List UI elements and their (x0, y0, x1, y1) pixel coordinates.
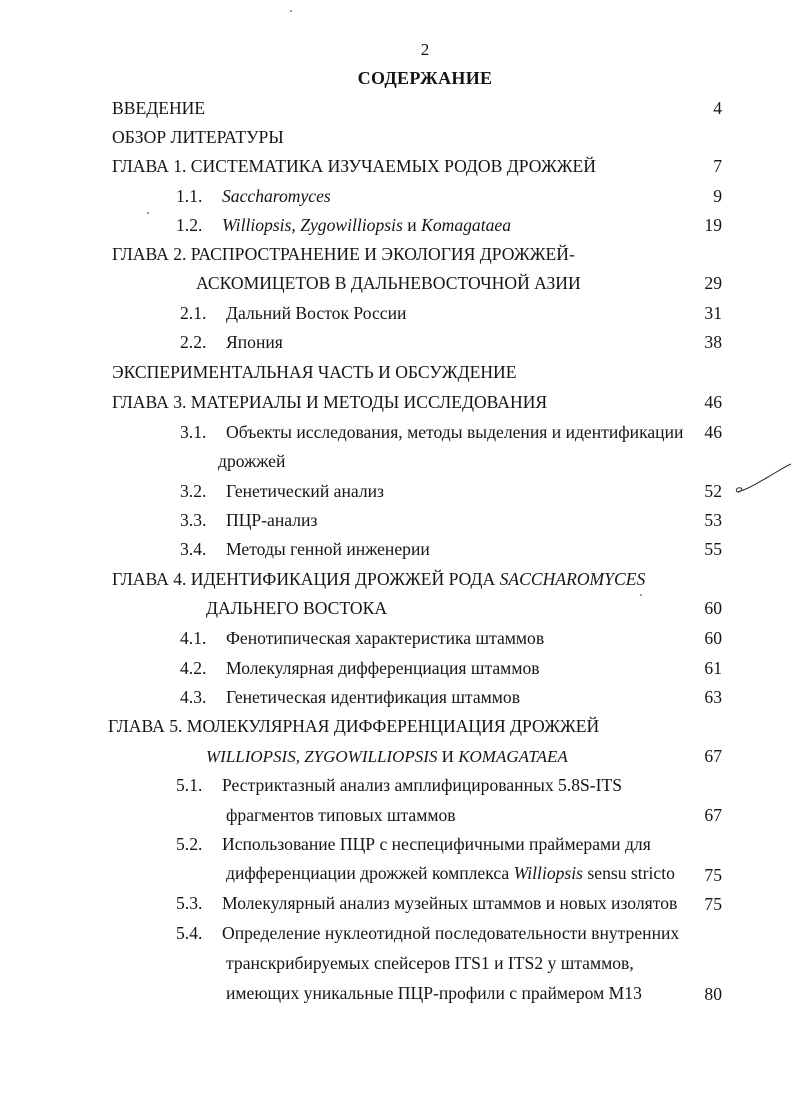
toc-entry-5-2-line2 (226, 863, 675, 883)
handwritten-mark-icon (734, 462, 794, 502)
toc-page-3-4: 55 (704, 539, 722, 559)
toc-page-ch1: 7 (713, 156, 722, 176)
toc-entry-experimental: ЭКСПЕРИМЕНТАЛЬНАЯ ЧАСТЬ И ОБСУЖДЕНИЕ (112, 362, 517, 382)
toc-entry-3-2 (180, 481, 384, 501)
toc-num: 3.3. (180, 510, 207, 530)
toc-text: Методы генной инженерии (226, 539, 430, 559)
toc-page-2-1: 31 (704, 303, 722, 323)
toc-num: 2.2. (180, 332, 207, 352)
toc-entry-1-2 (176, 215, 511, 235)
toc-page-5-2: 75 (704, 865, 722, 885)
toc-entry-ch2-line1: ГЛАВА 2. РАСПРОСТРАНЕНИЕ И ЭКОЛОГИЯ ДРОЖЖЕЙ- (112, 244, 575, 264)
toc-page-3-3: 53 (704, 510, 722, 530)
toc-num: 5.3. (176, 893, 203, 913)
toc-page-1-2: 19 (704, 215, 722, 235)
toc-page-3-1: 46 (704, 422, 722, 442)
toc-page-5-1: 67 (704, 805, 722, 825)
toc-entry-5-4 (176, 923, 679, 943)
toc-text: Генетический анализ (226, 481, 384, 501)
toc-entry-3-1-line2: дрожжей (218, 451, 286, 471)
toc-text: и (402, 215, 422, 235)
toc-num: 3.1. (180, 422, 207, 442)
toc-num: 3.4. (180, 539, 207, 559)
toc-entry-2-1 (180, 303, 406, 323)
toc-text: Фенотипическая характеристика штаммов (226, 628, 545, 648)
toc-entry-ch4-line1 (112, 569, 645, 589)
toc-text: Генетическая идентификация штаммов (226, 687, 521, 707)
toc-entry-ch5-line2 (206, 746, 568, 767)
toc-page-intro: 4 (713, 98, 722, 118)
toc-text: Saccharomyces (222, 186, 331, 206)
scan-speck (290, 10, 292, 12)
toc-entry-4-3 (180, 687, 520, 707)
toc-text: ПЦР-анализ (226, 510, 318, 530)
toc-page-ch4: 60 (704, 598, 722, 618)
toc-entry-5-4-line2: транскрибируемых спейсеров ITS1 и ITS2 у штаммов, (226, 953, 634, 973)
toc-entry-ch3: ГЛАВА 3. МАТЕРИАЛЫ И МЕТОДЫ ИССЛЕДОВАНИЯ (112, 392, 548, 412)
toc-text: Молекулярная дифференциация штаммов (226, 658, 540, 678)
toc-entry-3-3 (180, 510, 317, 530)
toc-page-1-1: 9 (713, 186, 722, 206)
toc-entry-ch4-line2: ДАЛЬНЕГО ВОСТОКА (206, 598, 388, 618)
toc-entry-4-2 (180, 658, 540, 678)
toc-text: Дальний Восток России (226, 303, 407, 323)
toc-entry-5-1 (176, 775, 622, 795)
toc-num: 1.1. (176, 186, 203, 206)
toc-num: 2.1. (180, 303, 207, 323)
toc-entry-intro: ВВЕДЕНИЕ (112, 98, 206, 118)
toc-num: 5.2. (176, 834, 203, 854)
toc-num: 1.2. (176, 215, 203, 235)
toc-entry-review: ОБЗОР ЛИТЕРАТУРЫ (112, 127, 284, 147)
toc-text: ГЛАВА 4. ИДЕНТИФИКАЦИЯ ДРОЖЖЕЙ РОДА (112, 569, 500, 589)
toc-page-2-2: 38 (704, 332, 722, 352)
toc-entry-5-2 (176, 834, 651, 854)
toc-text: SACCHAROMYCES (499, 569, 646, 589)
toc-entry-4-1 (180, 628, 544, 648)
scan-speck (147, 212, 149, 214)
toc-num: 3.2. (180, 481, 207, 501)
toc-entry-2-2 (180, 332, 283, 352)
page-number: 2 (420, 40, 430, 59)
toc-text: И (437, 747, 459, 766)
toc-entry-3-1 (180, 422, 683, 442)
toc-page-5-4: 80 (704, 984, 722, 1004)
toc-text: Komagataea (421, 215, 512, 235)
scan-speck (640, 594, 642, 596)
toc-page-3-2: 52 (704, 481, 722, 501)
toc-page-ch2: 29 (704, 273, 722, 293)
toc-page-ch3: 46 (704, 392, 722, 412)
toc-text: Молекулярный анализ музейных штаммов и новых изолятов (222, 893, 678, 913)
toc-text: Williopsis, Zygowilliopsis (222, 215, 403, 235)
toc-num: 4.3. (180, 687, 207, 707)
toc-page-5-3: 75 (704, 894, 722, 914)
toc-text: sensu stricto (583, 863, 675, 883)
toc-page-4-2: 61 (704, 658, 722, 678)
toc-num: 4.2. (180, 658, 207, 678)
toc-text: Williopsis (513, 863, 584, 883)
toc-text: Определение нуклеотидной последовательности внутренних (222, 923, 680, 943)
toc-entry-ch5-line1: ГЛАВА 5. МОЛЕКУЛЯРНАЯ ДИФФЕРЕНЦИАЦИЯ ДРОЖЖЕЙ (108, 716, 600, 736)
toc-entry-ch2-line2: АСКОМИЦЕТОВ В ДАЛЬНЕВОСТОЧНОЙ АЗИИ (196, 273, 581, 293)
toc-page-ch5: 67 (704, 746, 722, 766)
toc-text: дифференциации дрожжей комплекса (226, 863, 514, 883)
toc-num: 5.4. (176, 923, 203, 943)
toc-text: Объекты исследования, методы выделения и идентификации (226, 422, 684, 442)
toc-page-4-3: 63 (704, 687, 722, 707)
toc-text: Япония (226, 332, 283, 352)
toc-text: KOMAGATAEA (458, 747, 568, 766)
toc-num: 4.1. (180, 628, 207, 648)
toc-page-4-1: 60 (704, 628, 722, 648)
toc-text: Использование ПЦР с неспецифичными праймерами для (222, 834, 651, 854)
page-title: СОДЕРЖАНИЕ (357, 68, 493, 88)
toc-entry-5-3 (176, 893, 677, 913)
toc-text: Рестриктазный анализ амплифицированных 5.8S-ITS (222, 775, 623, 795)
toc-entry-3-4 (180, 539, 430, 559)
toc-entry-5-4-line3: имеющих уникальные ПЦР-профили с праймером М13 (226, 983, 642, 1003)
toc-text: WILLIOPSIS, ZYGOWILLIOPSIS (206, 747, 438, 766)
toc-entry-ch1: ГЛАВА 1. СИСТЕМАТИКА ИЗУЧАЕМЫХ РОДОВ ДРОЖЖЕЙ (112, 156, 597, 176)
toc-entry-5-1-line2: фрагментов типовых штаммов (226, 805, 456, 825)
toc-num: 5.1. (176, 775, 203, 795)
toc-entry-1-1 (176, 186, 331, 206)
